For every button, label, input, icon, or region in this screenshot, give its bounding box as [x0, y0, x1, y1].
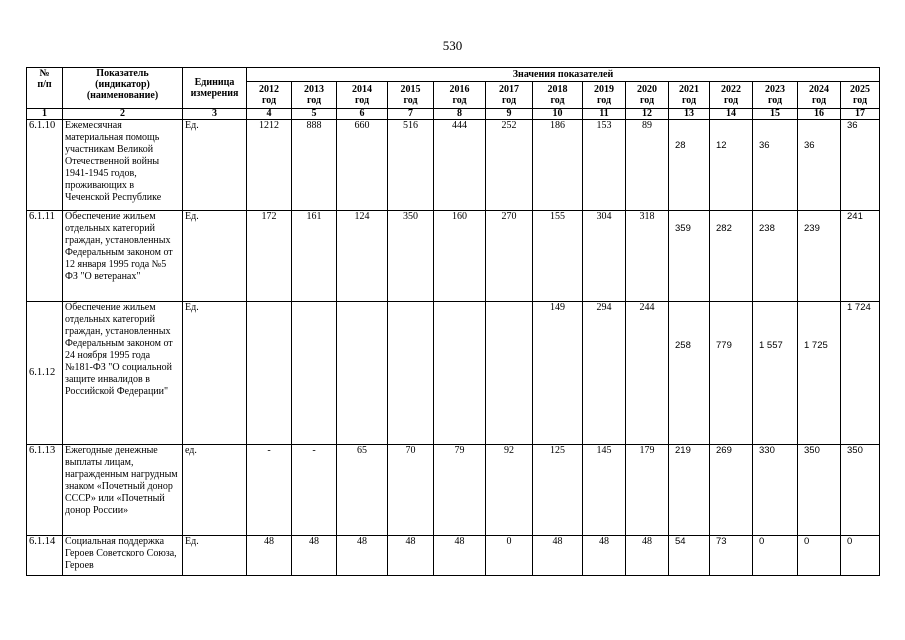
row-indicator-name: Социальная поддержка Героев Советского Союза, Героев — [63, 536, 183, 576]
column-number: 6 — [337, 109, 388, 120]
column-number: 2 — [63, 109, 183, 120]
row-value: 1 557 — [753, 302, 798, 445]
column-number: 17 — [841, 109, 880, 120]
row-value: 318 — [626, 211, 669, 302]
row-value: 241 — [841, 211, 880, 302]
row-value: 155 — [533, 211, 583, 302]
row-value: 149 — [533, 302, 583, 445]
row-value — [337, 302, 388, 445]
row-value: 252 — [486, 120, 533, 211]
row-value: 1 724 — [841, 302, 880, 445]
row-value: 179 — [626, 445, 669, 536]
header-year: 2014 год — [337, 82, 388, 109]
row-indicator-name: Ежемесячная материальная помощь участникам Великой Отечественной войны 1941-1945 годов, проживающих в Чеченской Республике — [63, 120, 183, 211]
row-unit: Ед. — [183, 536, 247, 576]
row-value: 48 — [626, 536, 669, 576]
row-value: 350 — [388, 211, 434, 302]
row-code: 6.1.10 — [27, 120, 63, 211]
row-value: 48 — [337, 536, 388, 576]
row-value — [434, 302, 486, 445]
row-value: 270 — [486, 211, 533, 302]
row-indicator-name: Ежегодные денежные выплаты лицам, награжденным нагрудным знаком «Почетный донор СССР» или «Почетный донор России» — [63, 445, 183, 536]
row-value: 359 — [669, 211, 710, 302]
indicators-table — [26, 67, 880, 576]
row-value: 125 — [533, 445, 583, 536]
row-value: 269 — [710, 445, 753, 536]
column-number: 12 — [626, 109, 669, 120]
row-value: 350 — [841, 445, 880, 536]
table-row — [27, 211, 880, 302]
row-value: 304 — [583, 211, 626, 302]
row-value: 48 — [583, 536, 626, 576]
column-number: 7 — [388, 109, 434, 120]
row-value: 888 — [292, 120, 337, 211]
header-year: 2021 год — [669, 82, 710, 109]
row-value: 660 — [337, 120, 388, 211]
header-year: 2019 год — [583, 82, 626, 109]
row-code: 6.1.11 — [27, 211, 63, 302]
row-value — [292, 302, 337, 445]
row-value: 219 — [669, 445, 710, 536]
row-value: 145 — [583, 445, 626, 536]
header-year: 2016 год — [434, 82, 486, 109]
row-value: 36 — [753, 120, 798, 211]
row-value: 48 — [388, 536, 434, 576]
row-value: 48 — [247, 536, 292, 576]
header-values: Значения показателей — [247, 68, 880, 82]
table-row — [27, 302, 880, 445]
header-year: 2017 год — [486, 82, 533, 109]
row-value: 1212 — [247, 120, 292, 211]
row-value: 0 — [486, 536, 533, 576]
table-row — [27, 120, 880, 211]
row-value: 89 — [626, 120, 669, 211]
row-code: 6.1.13 — [27, 445, 63, 536]
row-indicator-name: Обеспечение жильем отдельных категорий граждан, установленных Федеральным законом от 12 января 1995 года №5 ФЗ "О ветеранах" — [63, 211, 183, 302]
row-value: 282 — [710, 211, 753, 302]
row-value: 65 — [337, 445, 388, 536]
row-value: 1 725 — [798, 302, 841, 445]
row-value: 92 — [486, 445, 533, 536]
column-number: 1 — [27, 109, 63, 120]
row-unit: Ед. — [183, 120, 247, 211]
row-value: 48 — [533, 536, 583, 576]
column-number: 16 — [798, 109, 841, 120]
row-value: 153 — [583, 120, 626, 211]
column-number: 11 — [583, 109, 626, 120]
column-number: 3 — [183, 109, 247, 120]
row-value — [486, 302, 533, 445]
column-number: 14 — [710, 109, 753, 120]
row-value: 244 — [626, 302, 669, 445]
row-value — [388, 302, 434, 445]
row-indicator-name: Обеспечение жильем отдельных категорий граждан, установленных Федеральным законом от 24 ноября 1995 года №181-ФЗ "О социальной защите инвалидов в Российской Федерации" — [63, 302, 183, 445]
header-num: № п/п — [27, 68, 63, 109]
header-year: 2013 год — [292, 82, 337, 109]
row-value: 186 — [533, 120, 583, 211]
row-value: 172 — [247, 211, 292, 302]
header-year: 2024 год — [798, 82, 841, 109]
row-unit: ед. — [183, 445, 247, 536]
table-row — [27, 445, 880, 536]
header-year: 2023 год — [753, 82, 798, 109]
row-value: 294 — [583, 302, 626, 445]
row-value: 350 — [798, 445, 841, 536]
row-value: 36 — [841, 120, 880, 211]
header-year: 2022 год — [710, 82, 753, 109]
header-year: 2015 год — [388, 82, 434, 109]
page-number: 530 — [442, 38, 463, 53]
row-value: 70 — [388, 445, 434, 536]
row-value: 444 — [434, 120, 486, 211]
row-value: 779 — [710, 302, 753, 445]
row-value: 54 — [669, 536, 710, 576]
row-value: 0 — [753, 536, 798, 576]
row-value: 124 — [337, 211, 388, 302]
header-indicator: Показатель (индикатор) (наименование) — [63, 68, 183, 109]
row-unit: Ед. — [183, 211, 247, 302]
row-value: 48 — [292, 536, 337, 576]
column-number: 13 — [669, 109, 710, 120]
row-value: 0 — [841, 536, 880, 576]
table-row — [27, 536, 880, 576]
header-year: 2012 год — [247, 82, 292, 109]
row-value: 28 — [669, 120, 710, 211]
column-number: 9 — [486, 109, 533, 120]
header-year: 2025 год — [841, 82, 880, 109]
column-number: 8 — [434, 109, 486, 120]
column-number: 4 — [247, 109, 292, 120]
row-code: 6.1.14 — [27, 536, 63, 576]
header-year: 2020 год — [626, 82, 669, 109]
row-value: 79 — [434, 445, 486, 536]
column-number: 5 — [292, 109, 337, 120]
row-value: 48 — [434, 536, 486, 576]
row-value: - — [292, 445, 337, 536]
row-code: 6.1.12 — [27, 302, 63, 445]
row-value: 330 — [753, 445, 798, 536]
row-value: 12 — [710, 120, 753, 211]
row-value: 0 — [798, 536, 841, 576]
row-value — [247, 302, 292, 445]
row-value: 258 — [669, 302, 710, 445]
header-unit: Единица измерения — [183, 68, 247, 109]
row-value: - — [247, 445, 292, 536]
row-value: 161 — [292, 211, 337, 302]
row-value: 36 — [798, 120, 841, 211]
row-value: 239 — [798, 211, 841, 302]
row-unit: Ед. — [183, 302, 247, 445]
row-value: 516 — [388, 120, 434, 211]
row-value: 160 — [434, 211, 486, 302]
column-number: 10 — [533, 109, 583, 120]
column-number: 15 — [753, 109, 798, 120]
header-year: 2018 год — [533, 82, 583, 109]
row-value: 238 — [753, 211, 798, 302]
row-value: 73 — [710, 536, 753, 576]
